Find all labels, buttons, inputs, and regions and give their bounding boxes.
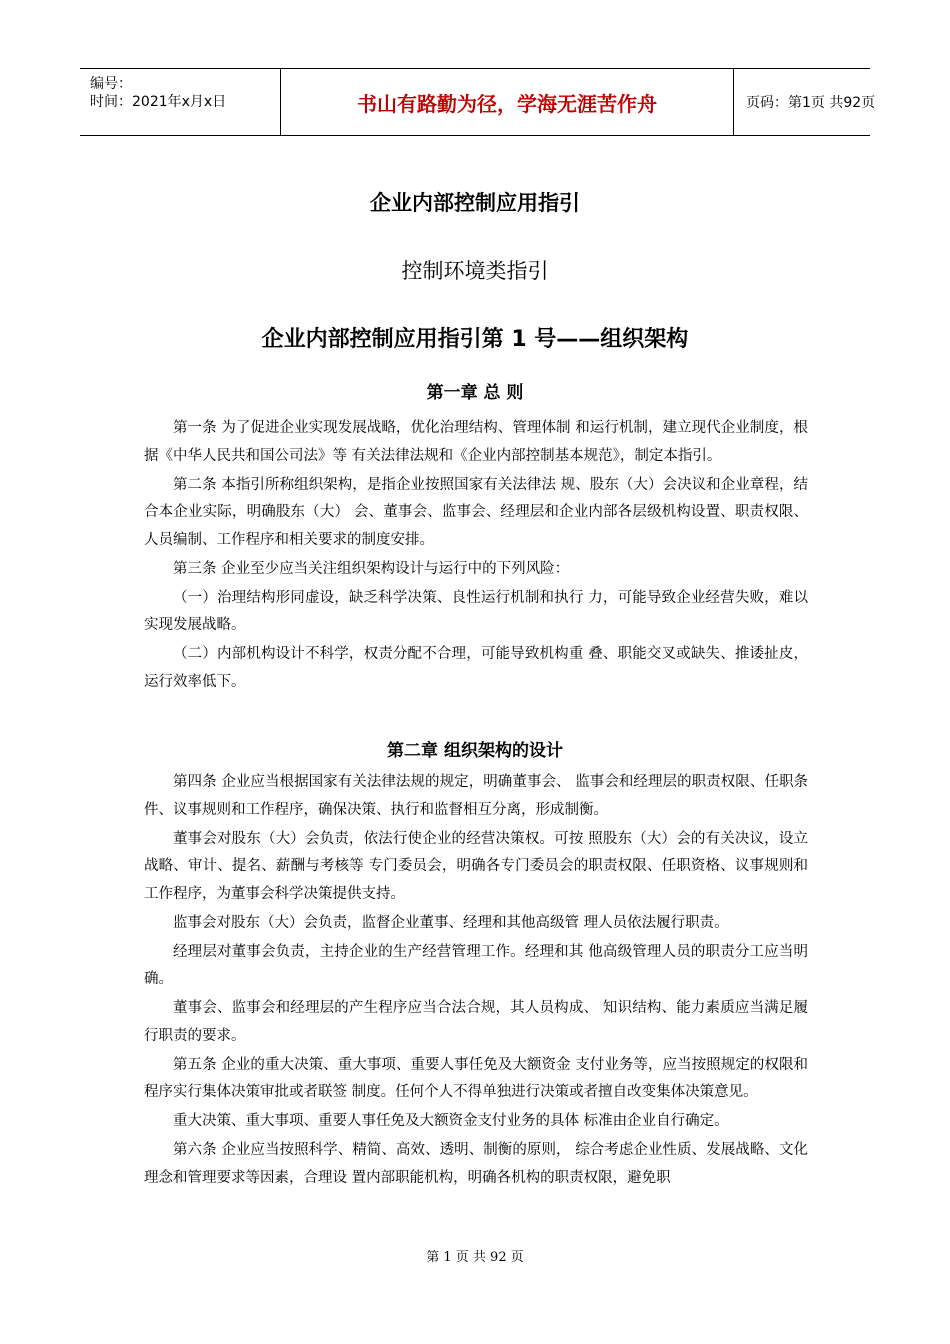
paragraph: 第六条 企业应当按照科学、精简、高效、透明、制衡的原则， 综合考虑企业性质、发展战略、文化理念和管理要求等因素，合理设 置内部职能机构，明确各机构的职责权限，避免职 [144,1142,808,1186]
header-info-cell [80,69,280,135]
paragraph: 经理层对董事会负责，主持企业的生产经营管理工作。经理和其 他高级管理人员的职责分工应当明确。 [144,943,808,987]
paragraph: （一）治理结构形同虚设，缺乏科学决策、良性运行机制和执行 力，可能导致企业经营失败，难以实现发展战略。 [144,589,808,633]
document-date-label: 时间：2021年x月x日 [90,94,227,110]
chapter-1-heading: 第一章 总 则 [426,383,524,403]
paragraph: 董事会、监事会和经理层的产生程序应当合法合规，其人员构成、 知识结构、能力素质应当满足履行职责的要求。 [144,1000,808,1044]
paragraph: 第四条 企业应当根据国家有关法律法规的规定，明确董事会、 监事会和经理层的职责权限、任职条件、议事规则和工作程序，确保决策、执行和监督相互分离，形成制衡。 [144,774,808,818]
chapter-2-body [144,769,808,1194]
chapter-1-body [144,415,808,698]
page-footer: 第 1 页 共 92 页 [426,1250,524,1265]
main-title: 企业内部控制应用指引 [370,191,580,215]
chapter-2-heading: 第二章 组织架构的设计 [387,741,563,761]
category-title: 控制环境类指引 [401,259,549,283]
paragraph: 第五条 企业的重大决策、重大事项、重要人事任免及大额资金 支付业务等，应当按照规定的权限和程序实行集体决策审批或者联签 制度。任何个人不得单独进行决策或者擅自改变集体决策意见。 [144,1056,808,1100]
paragraph: 第一条 为了促进企业实现发展战略，优化治理结构、管理体制 和运行机制，建立现代企业制度，根据《中华人民共和国公司法》等 有关法律法规和《企业内部控制基本规范》，制定本指引。 [144,420,808,464]
paragraph: （二）内部机构设计不科学，权责分配不合理，可能导致机构重 叠、职能交叉或缺失、推诿扯皮，运行效率低下。 [144,646,808,690]
paragraph: 重大决策、重大事项、重要人事任免及大额资金支付业务的具体 标准由企业自行确定。 [173,1113,729,1129]
document-number-label: 编号： [90,76,132,92]
header-motto: 书山有路勤为径，学海无涯苦作舟 [280,69,734,135]
page-header [80,68,876,136]
paragraph: 监事会对股东（大）会负责，监督企业董事、经理和其他高级管 理人员依法履行职责。 [173,914,729,931]
paragraph: 第三条 企业至少应当关注组织架构设计与运行中的下列风险： [173,560,570,577]
guide-title: 企业内部控制应用指引第 1 号——组织架构 [261,327,689,352]
header-page-number: 页码：第1页 共92页 [746,95,876,111]
paragraph: 董事会对股东（大）会负责，依法行使企业的经营决策权。可按 照股东（大）会的有关决议，设立战略、审计、提名、薪酬与考核等 专门委员会，明确各专门委员会的职责权限、任职资格、议事规则和 工作程序，为董事会科学决策提供支持。 [144,830,808,902]
paragraph: 第二条 本指引所称组织架构，是指企业按照国家有关法律法 规、股东（大）会决议和企业章程，结合本企业实际，明确股东（大） 会、董事会、监事会、经理层和企业内部各层级机构设置、职责权限、 人员编制、工作程序和相关要求的制度安排。 [144,476,808,548]
